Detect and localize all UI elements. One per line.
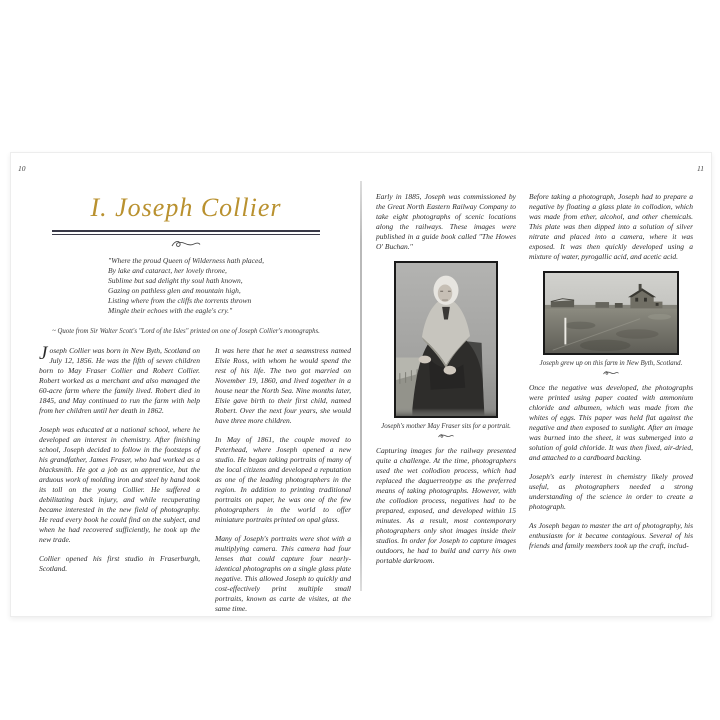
paragraph: It was here that he met a seamstress named Elsie Ross, with whom he would spend the rest of his life. The two got married on November 19, 1860, and lived together in a house near the North Sea. Nine months later, Elsie gave birth to their first child, named Robert. Over the next four years, she would have three more children. [215,346,351,425]
left-column-1 [39,343,200,623]
right-column-2 [529,192,693,575]
farm-illustration [545,273,677,353]
paragraph: Joseph Collier was born in New Byth, Scotland on July 12, 1856. He was the fifth of seven children born to May Fraser Collier and Robert Collier. Robert worked as a merchant and also managed the 60-acre farm where the family lived. Robert died in 1845, and May continued to run the farm with help from her children until her death in 1862. [39,343,200,415]
left-page-columns [11,343,361,623]
photo-caption: Joseph's mother May Fraser sits for a portrait. [381,423,511,430]
paragraph: Joseph's early interest in chemistry likely proved useful, as photographers needed a strong understanding of the science in order to create a photograph. [529,471,693,511]
poem-line: Gazing on pathless glen and mountain high, [108,286,241,295]
paragraph: Joseph was educated at a national school, where he developed an interest in chemistry. After finishing school, Joseph decided to follow in the footsteps of his grandfather, James Fraser, who had worked as a blacksmith. He got a job as an apprentice, but the arduous work of molding iron and steel by hand took its toll on the young Collier. He suffered a debilitating back injury, and while recuperating became interested in the new field of photography. He read every book he could find on the subject, and when he had recovered sufficiently, he took up the new trade. [39,425,200,544]
flourish-ornament-icon [529,370,693,376]
paragraph: Many of Joseph's portraits were shot with a multiplying camera. This camera had four lenses that could capture four nearly-identical photographs on a single glass plate negative. This allowed Joseph to quickly and cost-effectively print multiple small portraits, known as carte de visites, at the same time. [215,534,351,613]
poem-attribution: ~ Quote from Sir Walter Scott's "Lord of the Isles" printed on one of Joseph Collier's monographs. [52,328,320,335]
title-rule-divider [52,230,320,235]
right-page-columns [361,164,711,575]
flourish-ornament-icon [376,433,516,439]
book-spread [10,152,712,617]
right-column-1 [376,192,516,575]
chapter-title: I. Joseph Collier [90,193,282,222]
left-column-2 [215,346,351,623]
poem-line: Mingle their echoes with the eagle's cry." [108,306,233,315]
photo-caption: Joseph grew up on this farm in New Byth, Scotland. [539,360,683,367]
page-number-right: 11 [697,164,704,173]
paragraph: Collier opened his first studio in Fraserburgh, Scotland. [39,554,200,573]
paragraph: Capturing images for the railway presented quite a challenge. At the time, photographers used the wet collodion process, which had replaced the daguerreotype as the preferred means of taking photographs. However, with the collodion process, negatives had to be prepared, exposed, and developed within 15 minutes. As a result, most contemporary photographers only shot images inside their studios. In order for Joseph to capture images outdoors, he had to build and carry his own portable darkroom. [376,445,516,565]
paragraph: Once the negative was developed, the photographs were printed using paper coated with ammonium chloride and albumen, which was made from the whites of eggs. This paper was held flat against the negative and then exposed to sunlight. After an image was burned into the sheet, it was submerged into a solution of gold chloride. It was then fixed, air-dried, and attached to a cardboard backing. [529,382,693,462]
poem-line: Listing where from the cliffs the torrents thrown [108,296,252,305]
photo-may-fraser-portrait [394,261,498,418]
page-number-left: 10 [18,164,26,173]
page-left [11,153,361,616]
poem-line: "Where the proud Queen of Wilderness hath placed, [108,256,264,265]
photo-farm-new-byth [543,271,679,355]
page-right [361,153,711,616]
poem-line: Sublime but sad delight thy soul hath known, [108,276,243,285]
portrait-illustration [396,263,496,416]
paragraph: Early in 1885, Joseph was commissioned by the Great North Eastern Railway Company to take eight photographs of scenic locations along the railways. These images were published in a guide book called "The Howes O' Buchan." [376,192,516,251]
paragraph: Before taking a photograph, Joseph had to prepare a negative by floating a glass plate in collodion, which was made from ether, alcohol, and other chemicals. This plate was then dipped into a solution of silver nitrate and placed into a camera, where it was exposed. It was then quickly developed using a mixture of water, pyrogallic acid, and acetic acid. [529,192,693,261]
poem-line: By lake and cataract, her lovely throne, [108,266,227,275]
paragraph: In May of 1861, the couple moved to Peterhead, where Joseph opened a new studio. He began taking portraits of many of the local citizens and developed a reputation as one of the leading photographers in the region. In addition to printing traditional portraits on paper, he was one of the few photographers in the world to offer miniature portraits printed on opal glass. [215,435,351,524]
paragraph: As Joseph began to master the art of photography, his enthusiasm for it became contagious. Several of his friends and family members took up the craft, includ- [529,520,693,550]
flourish-ornament-icon [11,239,361,249]
poem-quote [11,256,361,318]
